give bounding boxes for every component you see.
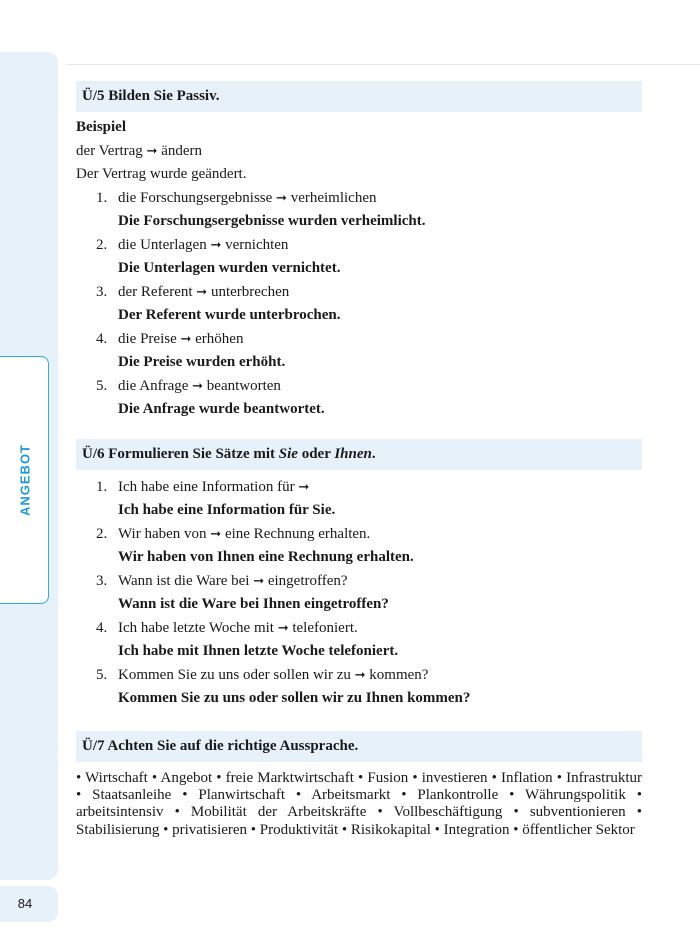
item-answer: Ich habe mit Ihnen letzte Woche telefoniert. <box>118 643 399 659</box>
item-number: 1. <box>96 189 108 206</box>
page-number: 84 <box>17 896 33 911</box>
exercise-6-title-sie: Sie <box>278 445 298 462</box>
exercise-7-header <box>76 731 642 762</box>
vocabulary-list: • Wirtschaft • Angebot • freie Marktwirtschaft • Fusion • investieren • Inflation • Infrastruktur • Staatsanleihe • Planwirtschaft • Arbeitsmarkt • Plankontrolle • Währungspolitik • arbeitsintensiv • Mobilität der Arbeitskräfte • Vollbeschäftigung • subventionieren • Stabilisierung • privatisieren • Produktivität • Risikokapital • Integration • öffentlicher Sektor <box>76 769 642 838</box>
list-item <box>76 328 642 375</box>
arrow-right-icon: ➞ <box>276 190 287 206</box>
arrow-right-icon: ➞ <box>180 331 192 347</box>
item-answer: Kommen Sie zu uns oder sollen wir zu Ihnen kommen? <box>118 690 471 706</box>
list-item <box>76 570 642 617</box>
item-answer: Die Forschungsergebnisse wurden verheimlicht. <box>118 213 426 229</box>
list-item <box>76 664 642 711</box>
arrow-right-icon: ➞ <box>210 237 222 253</box>
arrow-right-icon: ➞ <box>196 284 208 300</box>
example-label: Beispiel <box>76 119 127 135</box>
item-answer: Die Unterlagen wurden vernichtet. <box>118 260 341 276</box>
item-answer: Der Referent wurde unterbrochen. <box>118 307 341 323</box>
exercise-6-title-mid: oder <box>297 445 335 462</box>
list-item <box>76 523 642 570</box>
arrow-right-icon: ➞ <box>192 378 204 394</box>
item-prompt: Wann ist die Ware bei ➞ eingetroffen? <box>118 572 348 589</box>
list-item <box>76 617 642 664</box>
item-prompt: Wir haben von ➞ eine Rechnung erhalten. <box>118 525 371 542</box>
item-prompt: die Unterlagen ➞ vernichten <box>118 236 289 253</box>
page-content <box>76 81 642 839</box>
exercise-6-title-end: . <box>371 445 376 462</box>
exercise-5-title: Ü/5 Bilden Sie Passiv. <box>82 88 220 104</box>
item-number: 1. <box>96 478 108 495</box>
item-prompt: Kommen Sie zu uns oder sollen wir zu ➞ kommen? <box>118 666 429 683</box>
exercise-6-header <box>76 439 642 470</box>
arrow-right-icon: ➞ <box>253 573 265 589</box>
item-answer: Die Anfrage wurde beantwortet. <box>118 401 325 417</box>
example-answer: Der Vertrag wurde geändert. <box>76 166 247 182</box>
item-number: 5. <box>96 666 108 683</box>
item-answer: Ich habe eine Information für Sie. <box>118 502 336 518</box>
arrow-right-icon: ➞ <box>210 526 222 542</box>
item-number: 5. <box>96 377 108 394</box>
exercise-5-list <box>76 187 642 422</box>
exercise-5-header <box>76 81 642 112</box>
exercise-6-title-start: Ü/6 Formulieren Sie Sätze mit <box>82 445 279 462</box>
top-rule <box>66 64 700 65</box>
item-prompt: Ich habe eine Information für ➞ <box>118 478 310 495</box>
item-answer: Die Preise wurden erhöht. <box>118 354 286 370</box>
list-item <box>76 281 642 328</box>
example-prompt: der Vertrag ➞ ändern <box>76 142 202 159</box>
arrow-right-icon: ➞ <box>298 479 310 495</box>
item-number: 4. <box>96 330 108 347</box>
item-number: 2. <box>96 236 108 253</box>
exercise-7-title: Ü/7 Achten Sie auf die richtige Aussprache. <box>82 737 359 754</box>
item-prompt: der Referent ➞ unterbrechen <box>118 283 290 300</box>
list-item <box>76 187 642 234</box>
item-number: 4. <box>96 619 108 636</box>
arrow-right-icon: ➞ <box>146 143 158 159</box>
chapter-tab-label: ANGEBOT <box>17 444 33 516</box>
list-item <box>76 234 642 281</box>
item-answer: Wir haben von Ihnen eine Rechnung erhalten. <box>118 549 414 565</box>
item-answer: Wann ist die Ware bei Ihnen eingetroffen? <box>118 596 389 612</box>
item-prompt: Ich habe letzte Woche mit ➞ telefoniert. <box>118 619 358 636</box>
arrow-right-icon: ➞ <box>277 620 289 636</box>
item-number: 3. <box>96 572 108 589</box>
arrow-right-icon: ➞ <box>354 667 366 683</box>
list-item <box>76 476 642 523</box>
exercise-5-example <box>76 116 642 187</box>
exercise-6-list <box>76 476 642 711</box>
item-prompt: die Forschungsergebnisse ➞ verheimlichen <box>118 189 377 206</box>
item-prompt: die Anfrage ➞ beantworten <box>118 377 281 394</box>
item-number: 2. <box>96 525 108 542</box>
list-item <box>76 375 642 422</box>
item-number: 3. <box>96 283 108 300</box>
item-prompt: die Preise ➞ erhöhen <box>118 330 244 347</box>
exercise-6-title-ihnen: Ihnen <box>334 445 372 462</box>
